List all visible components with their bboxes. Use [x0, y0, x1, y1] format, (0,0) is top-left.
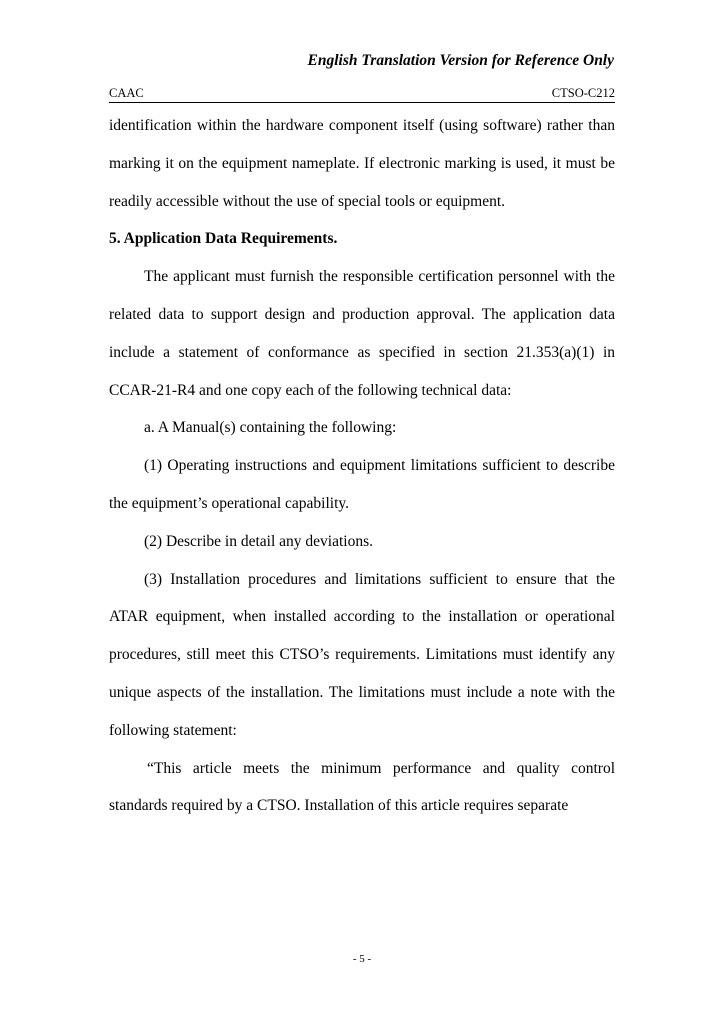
document-body [109, 107, 615, 825]
list-item-installation-procedures: (3) Installation procedures and limitations sufficient to ensure that the ATAR equipment, when installed according to the installation or operational procedures, still meet this CTSO’s requirements. Limitations must identify any unique aspects of the installation. The limitations must include a note with the following statement: [109, 570, 615, 739]
quoted-statement: “This article meets the minimum performance and quality control standards required by a CTSO. Installation of this article requires separate [109, 759, 615, 815]
section-heading: 5. Application Data Requirements. [109, 230, 338, 248]
header-document-id: CTSO-C212 [551, 86, 615, 100]
paragraph-applicant: The applicant must furnish the responsible certification personnel with the related data to support design and production approval. The application data include a statement of conformance as specified in section 21.353(a)(1) in CCAR-21-R4 and one copy each of the following technical data: [109, 268, 615, 399]
header-organization: CAAC [109, 86, 144, 100]
list-item-manual: a. A Manual(s) containing the following: [144, 419, 397, 437]
list-item-deviations: (2) Describe in detail any deviations. [144, 532, 373, 550]
paragraph-identification: identification within the hardware component itself (using software) rather than marking it on the equipment nameplate. If electronic marking is used, it must be readily accessible without the use of special tools or equipment. [109, 117, 615, 210]
list-item-operating-instructions: (1) Operating instructions and equipment limitations sufficient to describe the equipment’s operational capability. [109, 457, 615, 512]
translation-banner: English Translation Version for Reference Only [307, 52, 614, 69]
page-number: - 5 - [352, 953, 372, 965]
running-header [109, 86, 615, 103]
